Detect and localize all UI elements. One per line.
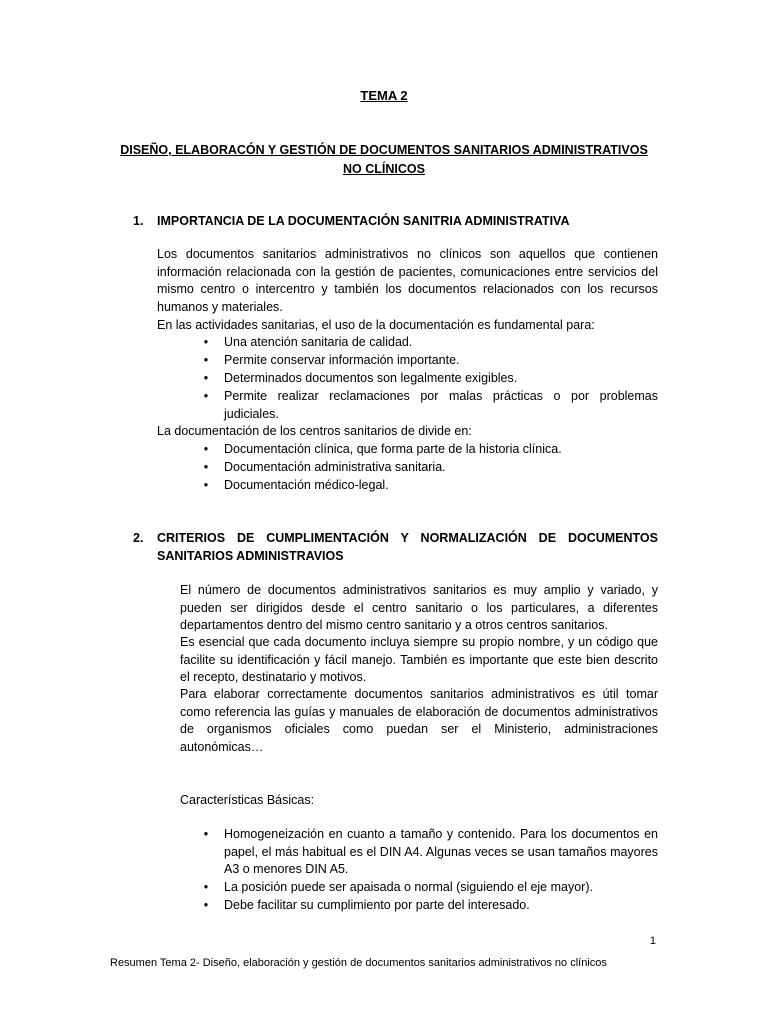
section-2-number: 2. xyxy=(133,531,144,545)
bullet-icon: • xyxy=(203,898,209,912)
bullet-icon: • xyxy=(203,335,209,349)
list-item: • Documentación médico-legal. xyxy=(200,477,658,495)
section-2-paragraph-1: El número de documentos administrativos sanitarios es muy amplio y variado, y pueden ser dirigidos desde el centro sanitario o los particulares, a diferentes departamentos dentro del mismo centro sanitario y a otros centros sanitarios. xyxy=(180,583,658,633)
bullet-icon: • xyxy=(203,371,209,385)
page-number: 1 xyxy=(649,935,656,947)
list-item: • La posición puede ser apaisada o normal (siguiendo el eje mayor). xyxy=(200,879,658,897)
document-subtitle: DISEÑO, ELABORACÓN Y GESTIÓN DE DOCUMENTOS SANITARIOS ADMINISTRATIVOS NO CLÍNICOS xyxy=(120,143,648,176)
section-2-paragraph-3: Para elaborar correctamente documentos sanitarios administrativos es útil tomar como referencia las guías y manuales de elaboración de documentos administrativos de organismos oficiales como puedan ser el Ministerio, administraciones autonómicas… xyxy=(180,687,658,755)
list-item: • Documentación clínica, que forma parte de la historia clínica. xyxy=(200,441,658,459)
document-title: TEMA 2 xyxy=(360,88,408,103)
list-item: • Una atención sanitaria de calidad. xyxy=(200,334,658,352)
section-2-heading xyxy=(133,529,658,565)
section-1-title: IMPORTANCIA DE LA DOCUMENTACIÓN SANITRIA ADMINISTRATIVA xyxy=(157,214,570,228)
bullet-icon: • xyxy=(203,389,209,403)
bullet-icon: • xyxy=(203,880,209,894)
section-1-number: 1. xyxy=(133,214,144,228)
section-2-subheading: Características Básicas: xyxy=(180,793,315,807)
section-1-intro: En las actividades sanitarias, el uso de la documentación es fundamental para: xyxy=(157,318,595,332)
list-item: • Homogeneización en cuanto a tamaño y contenido. Para los documentos en papel, el más habitual es el DIN A4. Algunas veces se usan tamaños mayores A3 o menores DIN A5. xyxy=(200,826,658,880)
bullet-icon: • xyxy=(203,353,209,367)
section-2-title: CRITERIOS DE CUMPLIMENTACIÓN Y NORMALIZACIÓN DE DOCUMENTOS SANITARIOS ADMINISTRAVIOS xyxy=(157,531,658,563)
list-item: • Debe facilitar su cumplimiento por parte del interesado. xyxy=(200,897,658,915)
list-item: • Documentación administrativa sanitaria. xyxy=(200,459,658,477)
bullet-icon: • xyxy=(203,827,209,841)
bullet-icon: • xyxy=(203,442,209,456)
section-1-intro-2: La documentación de los centros sanitarios de divide en: xyxy=(157,424,472,438)
section-1-heading xyxy=(133,212,658,230)
section-1-paragraph: Los documentos sanitarios administrativos no clínicos son aquellos que contienen información relacionada con la gestión de pacientes, comunicaciones entre servicios del mismo centro o intercentro y también los documentos relacionados con los recursos humanos y materiales. xyxy=(157,247,658,315)
list-item: • Permite conservar información importante. xyxy=(200,352,658,370)
section-2-paragraph-2: Es esencial que cada documento incluya siempre su propio nombre, y un código que facilite su identificación y fácil manejo. También es importante que este bien descrito el recepto, destinatario y motivos. xyxy=(180,635,658,685)
list-item: • Determinados documentos son legalmente exigibles. xyxy=(200,370,658,388)
list-item: • Permite realizar reclamaciones por malas prácticas o por problemas judiciales. xyxy=(200,388,658,424)
bullet-icon: • xyxy=(203,460,209,474)
page-footer: Resumen Tema 2- Diseño, elaboración y gestión de documentos sanitarios administrativos no clínicos xyxy=(110,957,607,969)
bullet-icon: • xyxy=(203,478,209,492)
